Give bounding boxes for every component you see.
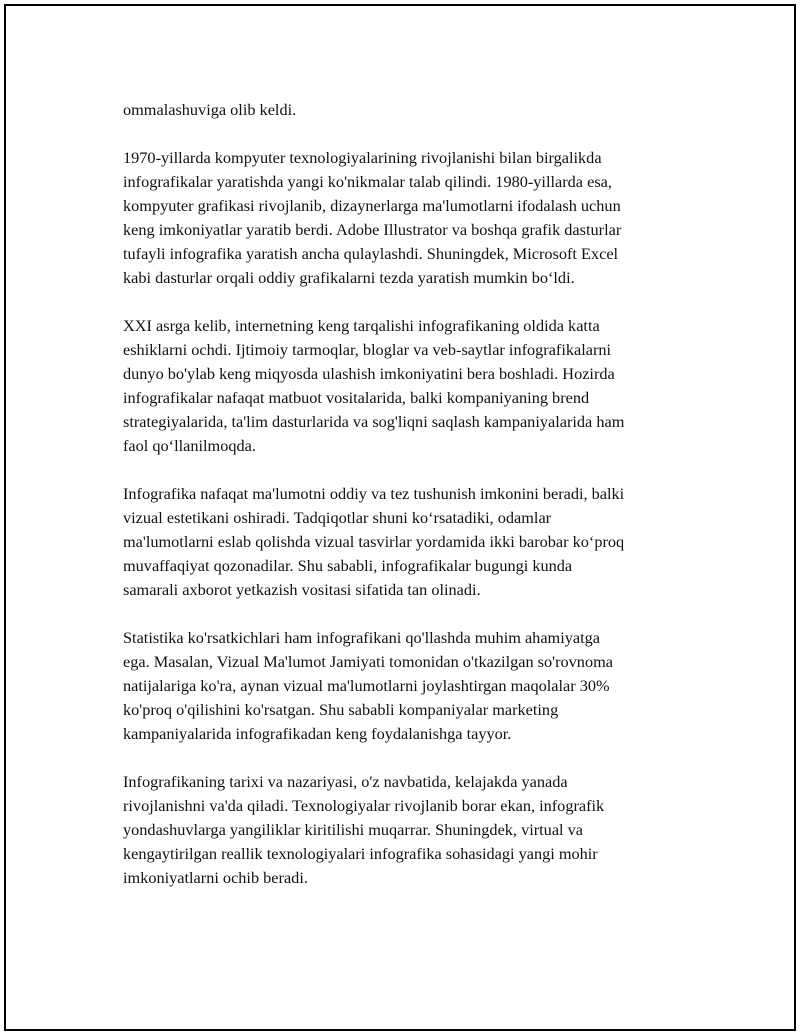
text-line: 1970-yillarda kompyuter texnologiyalarining rivojlanishi bilan birgalikda: [123, 148, 602, 167]
text-line: kengaytirilgan reallik texnologiyalari infografika sohasidagi yangi mohir: [123, 844, 598, 863]
paragraph: [123, 314, 693, 458]
text-line: dunyo bo'ylab keng miqyosda ulashish imkoniyatini bera boshladi. Hozirda: [123, 364, 615, 383]
text-line: Statistika ko'rsatkichlari ham infografikani qo'llashda muhim ahamiyatga: [123, 628, 600, 647]
paragraph: [123, 770, 693, 890]
text-line: faol qo‘llanilmoqda.: [123, 436, 256, 455]
paragraph: [123, 98, 693, 122]
text-line: infografikalar nafaqat matbuot vositalarida, balki kompaniyaning brend: [123, 388, 590, 407]
text-line: kabi dasturlar orqali oddiy grafikalarni tezda yaratish mumkin bo‘ldi.: [123, 268, 575, 287]
text-line: ega. Masalan, Vizual Ma'lumot Jamiyati tomonidan o'tkazilgan so'rovnoma: [123, 652, 613, 671]
text-line: infografikalar yaratishda yangi ko'nikmalar talab qilindi. 1980-yillarda esa,: [123, 172, 612, 191]
page-frame: [4, 4, 796, 1031]
text-line: rivojlanishni va'da qiladi. Texnologiyalar rivojlanib borar ekan, infografik: [123, 796, 605, 815]
text-line: keng imkoniyatlar yaratib berdi. Adobe Illustrator va boshqa grafik dasturlar: [123, 220, 622, 239]
text-line: imkoniyatlarni ochib beradi.: [123, 868, 308, 887]
text-line: ko'proq o'qilishini ko'rsatgan. Shu sababli kompaniyalar marketing: [123, 700, 559, 719]
text-line: XXI asrga kelib, internetning keng tarqalishi infografikaning oldida katta: [123, 316, 600, 335]
text-line: muvaffaqiyat qozonadilar. Shu sababli, infografikalar bugungi kunda: [123, 556, 573, 575]
paragraph: [123, 626, 693, 746]
text-line: ma'lumotlarni eslab qolishda vizual tasvirlar yordamida ikki barobar ko‘proq: [123, 532, 625, 551]
text-line: samarali axborot yetkazish vositasi sifatida tan olinadi.: [123, 580, 481, 599]
text-line: yondashuvlarga yangiliklar kiritilishi muqarrar. Shuningdek, virtual va: [123, 820, 584, 839]
text-line: natijalariga ko'ra, aynan vizual ma'lumotlarni joylashtirgan maqolalar 30%: [123, 676, 610, 695]
paragraph: [123, 146, 693, 290]
text-line: eshiklarni ochdi. Ijtimoiy tarmoqlar, bloglar va veb-saytlar infografikalarni: [123, 340, 612, 359]
document-body: [123, 98, 693, 914]
text-line: vizual estetikani oshiradi. Tadqiqotlar shuni ko‘rsatadiki, odamlar: [123, 508, 552, 527]
text-line: kompyuter grafikasi rivojlanib, dizaynerlarga ma'lumotlarni ifodalash uchun: [123, 196, 621, 215]
text-line: kampaniyalarida infografikadan keng foydalanishga tayyor.: [123, 724, 512, 743]
text-line: Infografika nafaqat ma'lumotni oddiy va tez tushunish imkonini beradi, balki: [123, 484, 625, 503]
paragraph: [123, 482, 693, 602]
text-line: ommalashuviga olib keldi.: [123, 100, 297, 119]
text-line: tufayli infografika yaratish ancha qulaylashdi. Shuningdek, Microsoft Excel: [123, 244, 619, 263]
text-line: Infografikaning tarixi va nazariyasi, o'z navbatida, kelajakda yanada: [123, 772, 568, 791]
text-line: strategiyalarida, ta'lim dasturlarida va sog'liqni saqlash kampaniyalarida ham: [123, 412, 625, 431]
